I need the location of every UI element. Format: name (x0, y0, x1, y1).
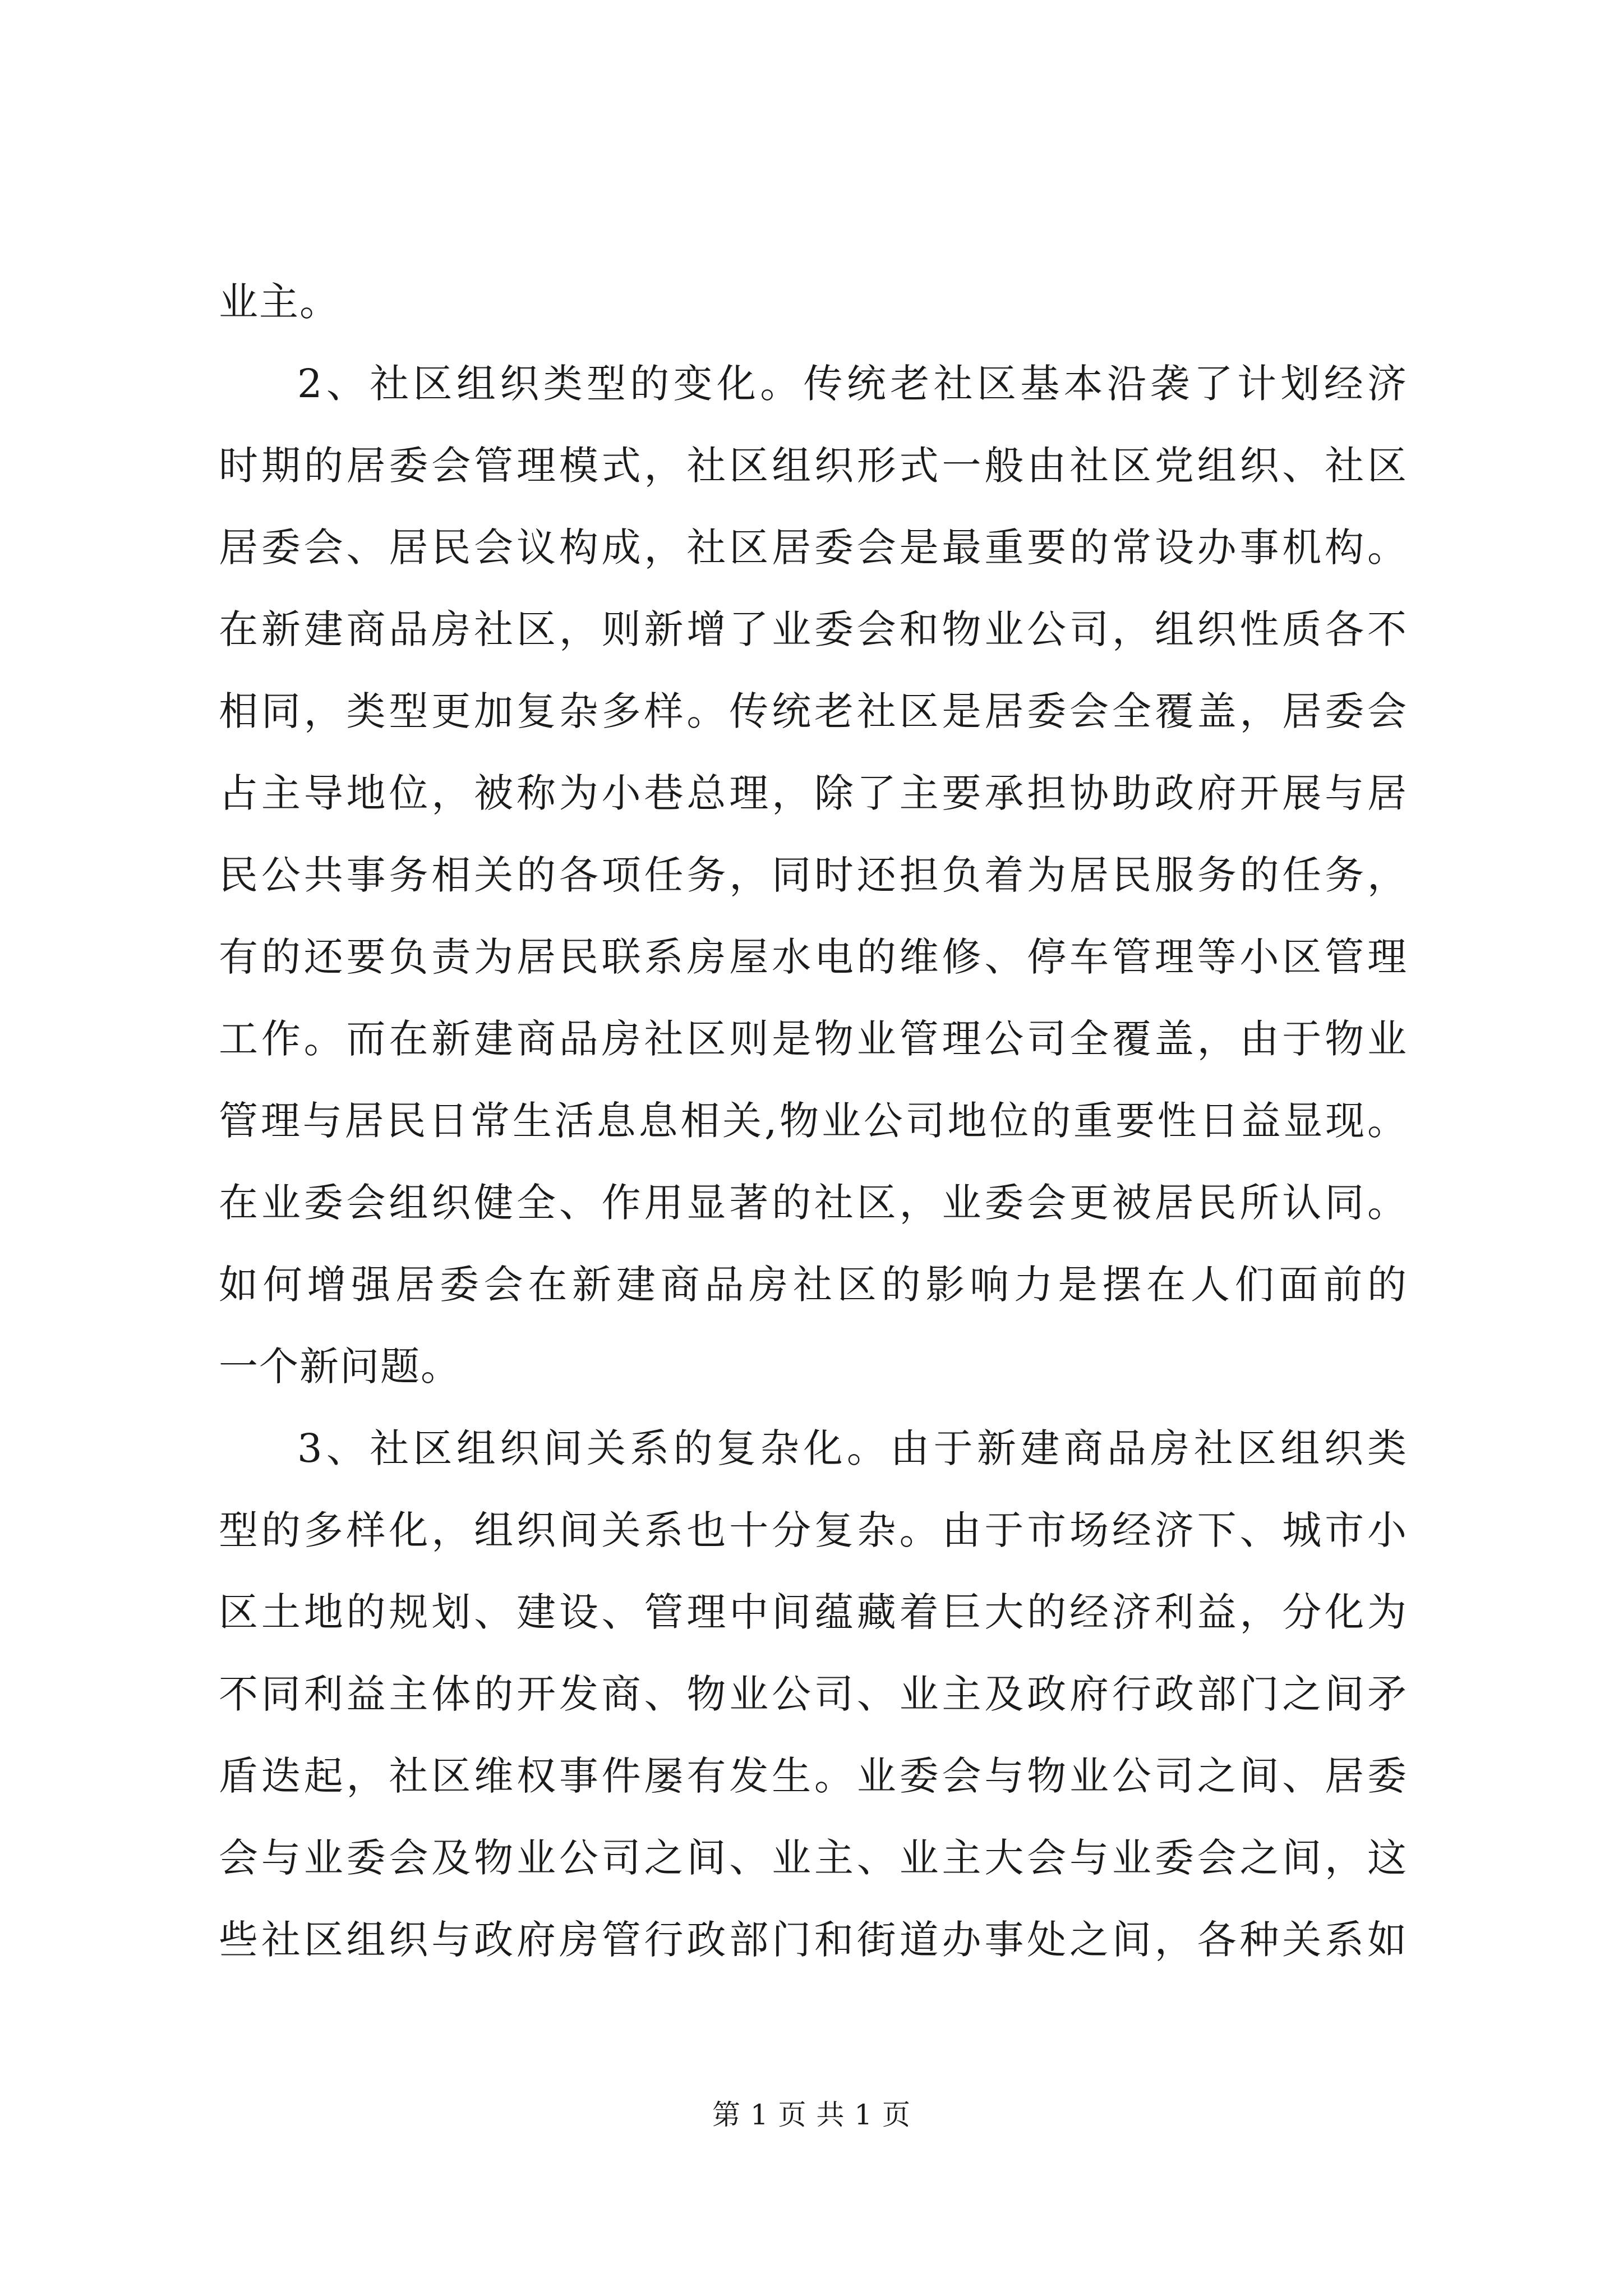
page-number: 第 1 页 共 1 页 (712, 2099, 911, 2131)
text-line: 在新建商品房社区，则新增了业委会和物业公司，组织性质各不 (219, 606, 1408, 652)
text-line: 一个新问题。 (219, 1343, 461, 1389)
text-line: 居委会、居民会议构成，社区居委会是最重要的常设办事机构。 (219, 524, 1408, 570)
paragraph-3-first-line: 3、社区组织间关系的复杂化。由于新建商品房社区组织类 (297, 1425, 1408, 1471)
text-line: 工作。而在新建商品房社区则是物业管理公司全覆盖，由于物业 (219, 1016, 1408, 1062)
text-line: 有的还要负责为居民联系房屋水电的维修、停车管理等小区管理 (219, 934, 1408, 980)
text-line: 些社区组织与政府房管行政部门和街道办事处之间，各种关系如 (219, 1917, 1408, 1963)
text-line: 型的多样化，组织间关系也十分复杂。由于市场经济下、城市小 (219, 1507, 1408, 1553)
text-line: 相同，类型更加复杂多样。传统老社区是居委会全覆盖，居委会 (219, 688, 1408, 734)
text-line: 在业委会组织健全、作用显著的社区，业委会更被居民所认同。 (219, 1180, 1408, 1226)
page-footer (0, 2095, 1623, 2134)
paragraph-2-first-line: 2、社区组织类型的变化。传统老社区基本沿袭了计划经济 (297, 361, 1408, 407)
text-line: 民公共事务相关的各项任务，同时还担负着为居民服务的任务， (219, 852, 1408, 898)
text-line: 管理与居民日常生活息息相关,物业公司地位的重要性日益显现。 (219, 1098, 1408, 1144)
text-line: 占主导地位，被称为小巷总理，除了主要承担协助政府开展与居 (219, 770, 1408, 816)
text-line: 盾迭起，社区维权事件屡有发生。业委会与物业公司之间、居委 (219, 1753, 1408, 1799)
text-line: 不同利益主体的开发商、物业公司、业主及政府行政部门之间矛 (219, 1671, 1408, 1717)
text-line: 业主。 (219, 279, 340, 325)
text-line: 如何增强居委会在新建商品房社区的影响力是摆在人们面前的 (219, 1262, 1408, 1308)
document-body (219, 261, 1408, 1981)
text-line: 会与业委会及物业公司之间、业主、业主大会与业委会之间，这 (219, 1835, 1408, 1881)
text-line: 区土地的规划、建设、管理中间蕴藏着巨大的经济利益，分化为 (219, 1589, 1408, 1635)
text-line: 时期的居委会管理模式，社区组织形式一般由社区党组织、社区 (219, 443, 1408, 489)
